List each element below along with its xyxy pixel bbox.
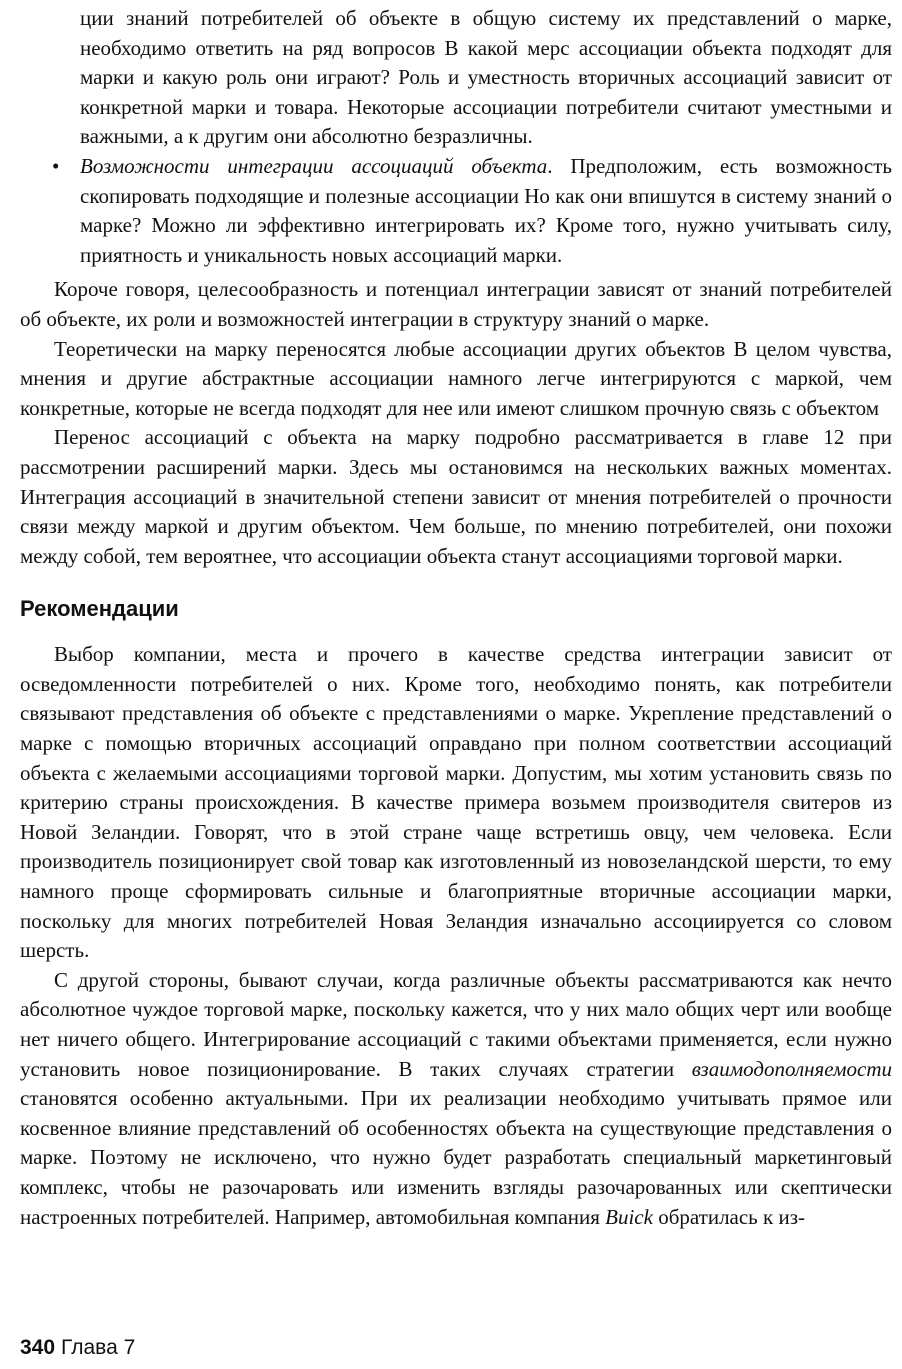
paragraph-text: обратилась к из- [652,1204,805,1229]
page-number: 340 [20,1336,56,1359]
chapter-label: Глава 7 [61,1336,136,1359]
page-footer [20,1335,135,1361]
list-item [52,152,892,270]
emphasized-term: взаимодополняемости [691,1056,892,1081]
bullet-icon: • [52,153,60,178]
paragraph: Перенос ассоциаций с объекта на марку подробно рассматривается в главе 12 при рассмотрении расширений марки. Здесь мы остановимся на нескольких важных моментах. Интеграция ассоциаций в значительной степени зависит от мнения потребителей о прочности связи между маркой и другим объектом. Чем больше, по мнению потребителей, они похожи между собой, тем вероятнее, что ассоциации объекта станут ассоциациями торговой марки. [20,425,892,568]
paragraph: Короче говоря, целесообразность и потенциал интеграции зависят от знаний потребителей об объекте, их роли и возможностей интеграции в структуру знаний о марке. [20,277,892,331]
bullet-text: . Предположим, есть возможность скопировать подходящие и полезные ассоциации Но как они впишутся в систему знаний о марке? Можно ли эффективно интегрировать их? Кроме того, нужно учитывать силу, приятность и уникальность новых ассоциаций марки. [80,153,892,267]
bullet-continuation: ции знаний потребителей об объекте в общую систему их представлений о марке, необходимо ответить на ряд вопросов В какой мерс ассоциации объекта подходят для марки и какую роль они играют? Роль и уместность вторичных ассоциаций зависит от конкретной марки и товара. Некоторые ассоциации потребители считают уместными и важными, а к другим они абсолютно безразличны. [80,6,892,149]
brand-name: Buick [605,1204,653,1229]
paragraph: Выбор компании, места и прочего в качестве средства интеграции зависит от осведомленности потребителей о них. Кроме того, необходимо понять, как потребители связывают представления об объекте с представлениями о марке. Укрепление представлений о марке с помощью вторичных ассоциаций оправдано при полном соответствии ассоциаций объекта с желаемыми ассоциациями торговой марки. Допустим, мы хотим установить связь по критерию страны происхождения. В качестве примера возьмем производителя свитеров из Новой Зеландии. Говорят, что в этой стране чаще встретишь овцу, чем человека. Если производитель позиционирует свой товар как изготовленный из новозеландской шерсти, то ему намного проще сформировать сильные и благоприятные вторичные ассоциации марки, поскольку для многих потребителей Новая Зеландия изначально ассоциируется со словом шерсть. [20,642,892,963]
section-heading: Рекомендации [20,596,179,622]
bullet-term: Возможности интеграции ассоциаций объекта [80,153,548,178]
paragraph-text: становятся особенно актуальными. При их реализации необходимо учитывать прямое или косвенное влияние представлений об особенностях объекта на существующие представления о марке. Поэтому не исключено, что нужно будет разработать специальный маркетинговый комплекс, чтобы не разочаровать или изменить взгляды разочарованных или скептически настроенных потребителей. Например, автомобильная компания [20,1086,892,1229]
paragraph: Теоретически на марку переносятся любые ассоциации других объектов В целом чувства, мнения и другие абстрактные ассоциации намного легче интегрируются с маркой, чем конкретные, которые не всегда подходят для нее или имеют слишком прочную связь с объектом [20,336,892,420]
paragraph [20,966,892,1232]
bullet-list [20,152,892,270]
paragraph-text: С другой стороны, бывают случаи, когда различные объекты рассматриваются как нечто абсолютное чуждое торговой марке, поскольку кажется, что у них мало общих черт или вообще нет ничего общего. Интегрирование ассоциаций с такими объектами применяется, если нужно установить новое позиционирование. В таких случаях стратегии [20,967,892,1081]
